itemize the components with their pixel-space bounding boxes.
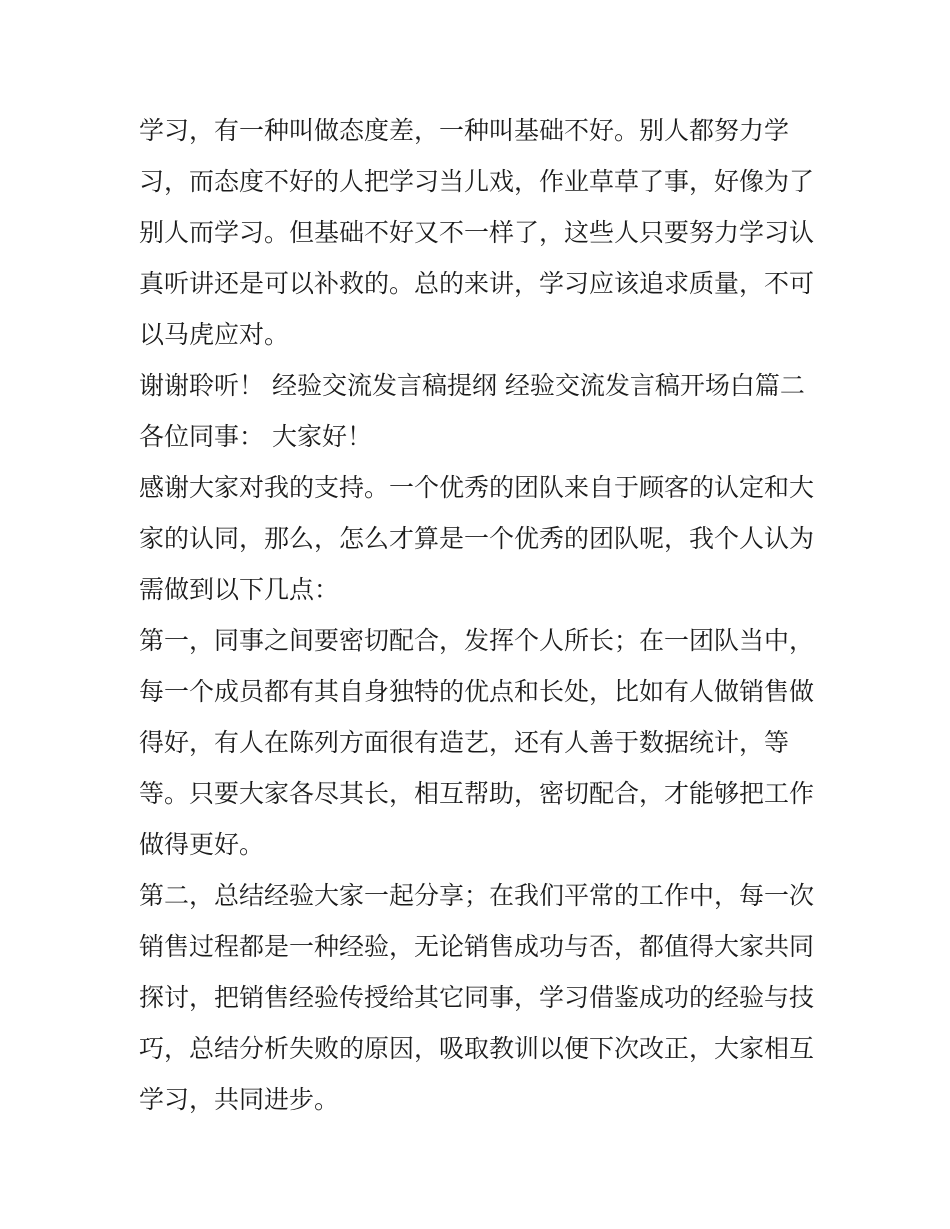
text-line: 探讨，把销售经验传授给其它同事，学习借鉴成功的经验与技: [139, 983, 815, 1012]
text-line: 第二，总结经验大家一起分享；在我们平常的工作中，每一次: [139, 881, 815, 910]
text-line: 真听讲还是可以补救的。总的来讲，学习应该追求质量，不可: [139, 269, 815, 298]
text-line: 巧，总结分析失败的原因，吸取教训以便下次改正，大家相互: [139, 1034, 815, 1063]
text-line: 第一，同事之间要密切配合，发挥个人所长；在一团队当中，: [139, 626, 815, 655]
text-line: 以马虎应对。: [139, 320, 290, 349]
text-line: 每一个成员都有其自身独特的优点和长处，比如有人做销售做: [139, 677, 815, 706]
text-line: 做得更好。: [139, 830, 265, 859]
text-line: 需做到以下几点：: [139, 575, 340, 604]
text-line: 别人而学习。但基础不好又不一样了，这些人只要努力学习认: [139, 218, 815, 247]
document-body: [139, 105, 819, 1125]
text-line: 家的认同，那么，怎么才算是一个优秀的团队呢，我个人认为: [139, 524, 815, 553]
text-line: 得好，有人在陈列方面很有造艺，还有人善于数据统计，等: [139, 728, 790, 757]
text-line: 习，而态度不好的人把学习当儿戏，作业草草了事，好像为了: [139, 167, 815, 196]
text-line: 学习，有一种叫做态度差，一种叫基础不好。别人都努力学: [139, 116, 790, 145]
text-line: 等。只要大家各尽其长，相互帮助，密切配合，才能够把工作: [139, 779, 815, 808]
text-line: 感谢大家对我的支持。一个优秀的团队来自于顾客的认定和大: [139, 473, 815, 502]
text-line: 谢谢聆听！ 经验交流发言稿提纲 经验交流发言稿开场白篇二: [139, 371, 805, 400]
text-line: 各位同事： 大家好！: [139, 422, 372, 451]
text-line: 学习，共同进步。: [139, 1085, 340, 1114]
text-line: 销售过程都是一种经验，无论销售成功与否，都值得大家共同: [139, 932, 815, 961]
